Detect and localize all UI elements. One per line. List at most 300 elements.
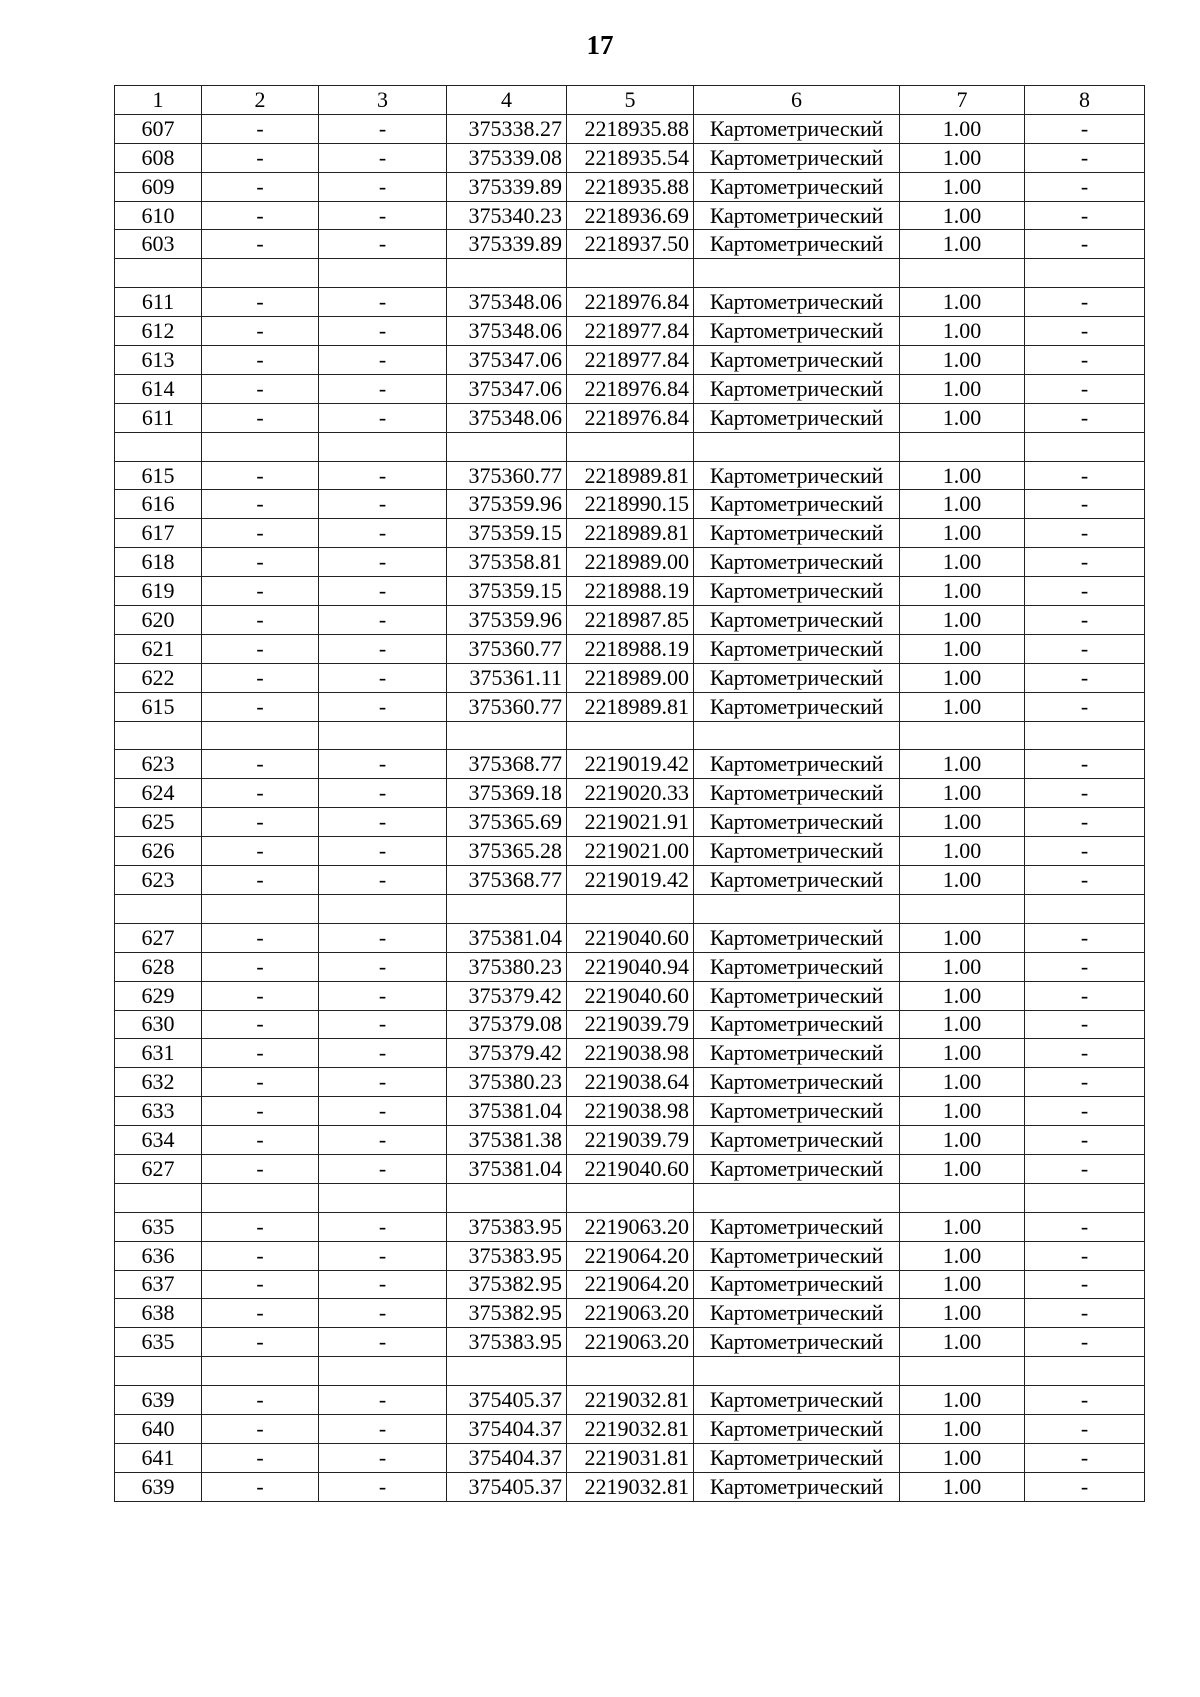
- method-cell: [694, 894, 900, 923]
- method-cell: Картометрический: [694, 779, 900, 808]
- method-cell: [694, 432, 900, 461]
- table-row: [115, 750, 1145, 779]
- col-2-cell: -: [202, 1068, 319, 1097]
- y-coordinate-cell: 2218935.88: [567, 114, 694, 143]
- table-row: [115, 692, 1145, 721]
- point-number-cell: 630: [115, 1010, 202, 1039]
- point-number-cell: 617: [115, 519, 202, 548]
- col-2-cell: -: [202, 317, 319, 346]
- col-8-cell: -: [1025, 548, 1145, 577]
- table-row: [115, 634, 1145, 663]
- col-2-cell: [202, 894, 319, 923]
- point-number-cell: 625: [115, 808, 202, 837]
- y-coordinate-cell: 2219040.60: [567, 1154, 694, 1183]
- col-2-cell: -: [202, 981, 319, 1010]
- col-2-cell: -: [202, 374, 319, 403]
- y-coordinate-cell: 2218935.88: [567, 172, 694, 201]
- x-coordinate-cell: 375360.77: [447, 461, 567, 490]
- x-coordinate-cell: 375365.28: [447, 837, 567, 866]
- col-8-cell: -: [1025, 692, 1145, 721]
- col-2-cell: [202, 721, 319, 750]
- accuracy-cell: 1.00: [900, 1386, 1025, 1415]
- col-2-cell: [202, 259, 319, 288]
- point-number-cell: 609: [115, 172, 202, 201]
- point-number-cell: 614: [115, 374, 202, 403]
- table-row: [115, 374, 1145, 403]
- table-row: [115, 1154, 1145, 1183]
- x-coordinate-cell: 375360.77: [447, 692, 567, 721]
- method-cell: Картометрический: [694, 1241, 900, 1270]
- col-3-cell: -: [319, 1097, 447, 1126]
- table-row: [115, 1414, 1145, 1443]
- col-8-cell: -: [1025, 1386, 1145, 1415]
- point-number-cell: 621: [115, 634, 202, 663]
- table-row: [115, 808, 1145, 837]
- x-coordinate-cell: 375347.06: [447, 374, 567, 403]
- table-row: [115, 288, 1145, 317]
- accuracy-cell: 1.00: [900, 403, 1025, 432]
- method-cell: Картометрический: [694, 981, 900, 1010]
- col-2-cell: -: [202, 692, 319, 721]
- col-2-cell: [202, 1357, 319, 1386]
- table-row: [115, 230, 1145, 259]
- accuracy-cell: 1.00: [900, 866, 1025, 895]
- point-number-cell: 619: [115, 577, 202, 606]
- col-3-cell: -: [319, 1212, 447, 1241]
- x-coordinate-cell: 375359.15: [447, 519, 567, 548]
- col-8-cell: -: [1025, 1472, 1145, 1501]
- method-cell: Картометрический: [694, 519, 900, 548]
- y-coordinate-cell: 2218989.00: [567, 548, 694, 577]
- col-2-cell: -: [202, 490, 319, 519]
- point-number-cell: 607: [115, 114, 202, 143]
- x-coordinate-cell: 375340.23: [447, 201, 567, 230]
- point-number-cell: 612: [115, 317, 202, 346]
- table-row: [115, 577, 1145, 606]
- point-number-cell: 636: [115, 1241, 202, 1270]
- x-coordinate-cell: 375379.42: [447, 1039, 567, 1068]
- point-number-cell: [115, 1183, 202, 1212]
- col-3-cell: -: [319, 692, 447, 721]
- point-number-cell: 635: [115, 1212, 202, 1241]
- col-3-cell: -: [319, 1154, 447, 1183]
- col-8-cell: -: [1025, 1414, 1145, 1443]
- y-coordinate-cell: 2219031.81: [567, 1443, 694, 1472]
- col-2-cell: -: [202, 1126, 319, 1155]
- col-3-cell: -: [319, 1241, 447, 1270]
- col-8-cell: -: [1025, 606, 1145, 635]
- accuracy-cell: 1.00: [900, 634, 1025, 663]
- separator-row: [115, 721, 1145, 750]
- col-8-cell: -: [1025, 808, 1145, 837]
- col-8-cell: -: [1025, 634, 1145, 663]
- y-coordinate-cell: 2219032.81: [567, 1414, 694, 1443]
- col-3-cell: -: [319, 201, 447, 230]
- x-coordinate-cell: 375381.04: [447, 923, 567, 952]
- x-coordinate-cell: [447, 721, 567, 750]
- accuracy-cell: 1.00: [900, 1039, 1025, 1068]
- point-number-cell: [115, 894, 202, 923]
- col-8-cell: -: [1025, 1328, 1145, 1357]
- col-3-cell: [319, 432, 447, 461]
- col-3-cell: -: [319, 230, 447, 259]
- col-8-cell: -: [1025, 1126, 1145, 1155]
- y-coordinate-cell: 2218976.84: [567, 374, 694, 403]
- table-row: [115, 346, 1145, 375]
- table-row: [115, 779, 1145, 808]
- col-2-cell: -: [202, 1039, 319, 1068]
- col-3-cell: -: [319, 1472, 447, 1501]
- col-3-cell: -: [319, 1414, 447, 1443]
- col-3-cell: -: [319, 750, 447, 779]
- accuracy-cell: 1.00: [900, 952, 1025, 981]
- col-3-cell: -: [319, 1010, 447, 1039]
- method-cell: Картометрический: [694, 663, 900, 692]
- col-8-cell: -: [1025, 403, 1145, 432]
- col-8-cell: [1025, 1183, 1145, 1212]
- col-3-cell: -: [319, 548, 447, 577]
- table-row: [115, 490, 1145, 519]
- x-coordinate-cell: 375348.06: [447, 403, 567, 432]
- col-3-cell: -: [319, 866, 447, 895]
- method-cell: Картометрический: [694, 1328, 900, 1357]
- accuracy-cell: 1.00: [900, 1270, 1025, 1299]
- col-2-cell: -: [202, 403, 319, 432]
- col-2-cell: -: [202, 577, 319, 606]
- col-3-cell: -: [319, 923, 447, 952]
- point-number-cell: 641: [115, 1443, 202, 1472]
- method-cell: Картометрический: [694, 201, 900, 230]
- point-number-cell: 623: [115, 750, 202, 779]
- y-coordinate-cell: 2218936.69: [567, 201, 694, 230]
- table-row: [115, 1126, 1145, 1155]
- col-8-cell: -: [1025, 461, 1145, 490]
- table-row: [115, 403, 1145, 432]
- method-cell: Картометрический: [694, 1154, 900, 1183]
- col-2-cell: -: [202, 1212, 319, 1241]
- y-coordinate-cell: 2218989.81: [567, 461, 694, 490]
- col-2-cell: -: [202, 548, 319, 577]
- col-2-cell: -: [202, 606, 319, 635]
- accuracy-cell: 1.00: [900, 519, 1025, 548]
- table-row: [115, 1010, 1145, 1039]
- method-cell: Картометрический: [694, 143, 900, 172]
- y-coordinate-cell: 2218989.81: [567, 519, 694, 548]
- y-coordinate-cell: 2219021.00: [567, 837, 694, 866]
- col-3-cell: -: [319, 346, 447, 375]
- point-number-cell: 632: [115, 1068, 202, 1097]
- accuracy-cell: 1.00: [900, 808, 1025, 837]
- method-cell: Картометрический: [694, 1386, 900, 1415]
- x-coordinate-cell: 375383.95: [447, 1212, 567, 1241]
- y-coordinate-cell: [567, 1357, 694, 1386]
- accuracy-cell: 1.00: [900, 981, 1025, 1010]
- point-number-cell: 634: [115, 1126, 202, 1155]
- point-number-cell: 615: [115, 692, 202, 721]
- col-2-cell: -: [202, 143, 319, 172]
- point-number-cell: 635: [115, 1328, 202, 1357]
- col-3-cell: -: [319, 952, 447, 981]
- point-number-cell: 640: [115, 1414, 202, 1443]
- accuracy-cell: 1.00: [900, 230, 1025, 259]
- accuracy-cell: 1.00: [900, 577, 1025, 606]
- col-3-cell: -: [319, 374, 447, 403]
- column-number: 5: [567, 86, 694, 115]
- accuracy-cell: 1.00: [900, 1068, 1025, 1097]
- y-coordinate-cell: 2218937.50: [567, 230, 694, 259]
- accuracy-cell: 1.00: [900, 1443, 1025, 1472]
- col-3-cell: [319, 721, 447, 750]
- accuracy-cell: 1.00: [900, 143, 1025, 172]
- col-8-cell: -: [1025, 981, 1145, 1010]
- y-coordinate-cell: [567, 432, 694, 461]
- accuracy-cell: [900, 432, 1025, 461]
- table-row: [115, 548, 1145, 577]
- method-cell: Картометрический: [694, 1212, 900, 1241]
- col-3-cell: [319, 259, 447, 288]
- table-row: [115, 1299, 1145, 1328]
- x-coordinate-cell: 375404.37: [447, 1443, 567, 1472]
- col-2-cell: -: [202, 1443, 319, 1472]
- accuracy-cell: [900, 259, 1025, 288]
- x-coordinate-cell: 375359.96: [447, 490, 567, 519]
- accuracy-cell: 1.00: [900, 114, 1025, 143]
- col-3-cell: -: [319, 606, 447, 635]
- col-3-cell: -: [319, 577, 447, 606]
- col-8-cell: -: [1025, 1097, 1145, 1126]
- col-2-cell: -: [202, 461, 319, 490]
- table-row: [115, 1328, 1145, 1357]
- col-8-cell: -: [1025, 143, 1145, 172]
- point-number-cell: 611: [115, 403, 202, 432]
- col-8-cell: [1025, 259, 1145, 288]
- table-row: [115, 143, 1145, 172]
- table-row: [115, 201, 1145, 230]
- point-number-cell: [115, 1357, 202, 1386]
- y-coordinate-cell: 2218977.84: [567, 317, 694, 346]
- accuracy-cell: 1.00: [900, 374, 1025, 403]
- x-coordinate-cell: 375368.77: [447, 866, 567, 895]
- point-number-cell: 608: [115, 143, 202, 172]
- x-coordinate-cell: 375365.69: [447, 808, 567, 837]
- x-coordinate-cell: 375360.77: [447, 634, 567, 663]
- separator-row: [115, 894, 1145, 923]
- col-8-cell: -: [1025, 837, 1145, 866]
- x-coordinate-cell: [447, 432, 567, 461]
- point-number-cell: 631: [115, 1039, 202, 1068]
- x-coordinate-cell: 375339.08: [447, 143, 567, 172]
- col-3-cell: [319, 1183, 447, 1212]
- x-coordinate-cell: 375380.23: [447, 1068, 567, 1097]
- y-coordinate-cell: 2219032.81: [567, 1472, 694, 1501]
- col-3-cell: -: [319, 317, 447, 346]
- accuracy-cell: 1.00: [900, 201, 1025, 230]
- col-8-cell: -: [1025, 1241, 1145, 1270]
- x-coordinate-cell: 375369.18: [447, 779, 567, 808]
- y-coordinate-cell: [567, 259, 694, 288]
- point-number-cell: 610: [115, 201, 202, 230]
- table-row: [115, 1068, 1145, 1097]
- x-coordinate-cell: 375381.38: [447, 1126, 567, 1155]
- column-number: 1: [115, 86, 202, 115]
- accuracy-cell: 1.00: [900, 1241, 1025, 1270]
- col-2-cell: -: [202, 230, 319, 259]
- col-8-cell: -: [1025, 201, 1145, 230]
- method-cell: Картометрический: [694, 1414, 900, 1443]
- col-2-cell: -: [202, 1010, 319, 1039]
- accuracy-cell: 1.00: [900, 606, 1025, 635]
- table-row: [115, 1097, 1145, 1126]
- x-coordinate-cell: 375359.15: [447, 577, 567, 606]
- col-2-cell: -: [202, 1414, 319, 1443]
- x-coordinate-cell: 375361.11: [447, 663, 567, 692]
- y-coordinate-cell: 2218989.00: [567, 663, 694, 692]
- y-coordinate-cell: 2218987.85: [567, 606, 694, 635]
- accuracy-cell: [900, 894, 1025, 923]
- column-number: 7: [900, 86, 1025, 115]
- x-coordinate-cell: [447, 259, 567, 288]
- table-row: [115, 519, 1145, 548]
- y-coordinate-cell: 2219020.33: [567, 779, 694, 808]
- table-row: [115, 1212, 1145, 1241]
- col-8-cell: [1025, 432, 1145, 461]
- point-number-cell: 615: [115, 461, 202, 490]
- table-row: [115, 317, 1145, 346]
- x-coordinate-cell: 375405.37: [447, 1386, 567, 1415]
- column-number: 4: [447, 86, 567, 115]
- method-cell: Картометрический: [694, 1270, 900, 1299]
- x-coordinate-cell: 375382.95: [447, 1299, 567, 1328]
- accuracy-cell: 1.00: [900, 172, 1025, 201]
- col-2-cell: -: [202, 1241, 319, 1270]
- col-8-cell: -: [1025, 374, 1145, 403]
- method-cell: Картометрический: [694, 1039, 900, 1068]
- col-2-cell: -: [202, 114, 319, 143]
- point-number-cell: 616: [115, 490, 202, 519]
- col-8-cell: -: [1025, 230, 1145, 259]
- col-3-cell: -: [319, 837, 447, 866]
- method-cell: Картометрический: [694, 1299, 900, 1328]
- x-coordinate-cell: 375380.23: [447, 952, 567, 981]
- method-cell: Картометрический: [694, 837, 900, 866]
- accuracy-cell: 1.00: [900, 1299, 1025, 1328]
- col-2-cell: -: [202, 1386, 319, 1415]
- y-coordinate-cell: 2219038.64: [567, 1068, 694, 1097]
- col-2-cell: -: [202, 1328, 319, 1357]
- point-number-cell: 628: [115, 952, 202, 981]
- col-3-cell: -: [319, 981, 447, 1010]
- y-coordinate-cell: 2219038.98: [567, 1097, 694, 1126]
- col-3-cell: -: [319, 1299, 447, 1328]
- col-2-cell: -: [202, 172, 319, 201]
- accuracy-cell: 1.00: [900, 288, 1025, 317]
- point-number-cell: 639: [115, 1386, 202, 1415]
- col-3-cell: -: [319, 1270, 447, 1299]
- col-8-cell: -: [1025, 1299, 1145, 1328]
- col-3-cell: [319, 894, 447, 923]
- point-number-cell: 627: [115, 1154, 202, 1183]
- col-8-cell: -: [1025, 779, 1145, 808]
- method-cell: Картометрический: [694, 750, 900, 779]
- method-cell: [694, 721, 900, 750]
- table-row: [115, 866, 1145, 895]
- col-2-cell: -: [202, 837, 319, 866]
- y-coordinate-cell: 2218977.84: [567, 346, 694, 375]
- col-3-cell: -: [319, 663, 447, 692]
- y-coordinate-cell: 2219040.60: [567, 923, 694, 952]
- y-coordinate-cell: [567, 721, 694, 750]
- method-cell: Картометрический: [694, 692, 900, 721]
- y-coordinate-cell: 2219021.91: [567, 808, 694, 837]
- method-cell: Картометрический: [694, 808, 900, 837]
- method-cell: Картометрический: [694, 548, 900, 577]
- col-2-cell: -: [202, 1154, 319, 1183]
- col-8-cell: -: [1025, 923, 1145, 952]
- table-row: [115, 837, 1145, 866]
- method-cell: Картометрический: [694, 606, 900, 635]
- accuracy-cell: 1.00: [900, 1212, 1025, 1241]
- y-coordinate-cell: 2219040.60: [567, 981, 694, 1010]
- y-coordinate-cell: 2219063.20: [567, 1328, 694, 1357]
- method-cell: Картометрический: [694, 1010, 900, 1039]
- page-number: 17: [586, 30, 614, 60]
- table-row: [115, 952, 1145, 981]
- coordinates-table: [114, 85, 1145, 1502]
- col-2-cell: -: [202, 1270, 319, 1299]
- method-cell: Картометрический: [694, 1126, 900, 1155]
- col-3-cell: -: [319, 461, 447, 490]
- col-2-cell: -: [202, 952, 319, 981]
- y-coordinate-cell: 2219064.20: [567, 1241, 694, 1270]
- x-coordinate-cell: 375379.42: [447, 981, 567, 1010]
- accuracy-cell: [900, 1357, 1025, 1386]
- col-2-cell: -: [202, 923, 319, 952]
- point-number-cell: [115, 259, 202, 288]
- accuracy-cell: 1.00: [900, 490, 1025, 519]
- col-8-cell: -: [1025, 114, 1145, 143]
- column-number: 2: [202, 86, 319, 115]
- method-cell: Картометрический: [694, 403, 900, 432]
- col-8-cell: -: [1025, 317, 1145, 346]
- point-number-cell: 618: [115, 548, 202, 577]
- col-8-cell: -: [1025, 1212, 1145, 1241]
- accuracy-cell: 1.00: [900, 1010, 1025, 1039]
- method-cell: [694, 259, 900, 288]
- x-coordinate-cell: 375359.96: [447, 606, 567, 635]
- method-cell: Картометрический: [694, 1472, 900, 1501]
- y-coordinate-cell: 2218935.54: [567, 143, 694, 172]
- col-3-cell: -: [319, 634, 447, 663]
- table-row: [115, 981, 1145, 1010]
- col-2-cell: -: [202, 1472, 319, 1501]
- method-cell: Картометрический: [694, 317, 900, 346]
- x-coordinate-cell: 375405.37: [447, 1472, 567, 1501]
- col-2-cell: -: [202, 201, 319, 230]
- x-coordinate-cell: 375379.08: [447, 1010, 567, 1039]
- col-3-cell: -: [319, 519, 447, 548]
- col-3-cell: -: [319, 808, 447, 837]
- point-number-cell: 620: [115, 606, 202, 635]
- method-cell: [694, 1357, 900, 1386]
- x-coordinate-cell: 375382.95: [447, 1270, 567, 1299]
- point-number-cell: 629: [115, 981, 202, 1010]
- method-cell: Картометрический: [694, 923, 900, 952]
- method-cell: Картометрический: [694, 114, 900, 143]
- point-number-cell: 611: [115, 288, 202, 317]
- separator-row: [115, 1183, 1145, 1212]
- table-row: [115, 606, 1145, 635]
- table-row: [115, 923, 1145, 952]
